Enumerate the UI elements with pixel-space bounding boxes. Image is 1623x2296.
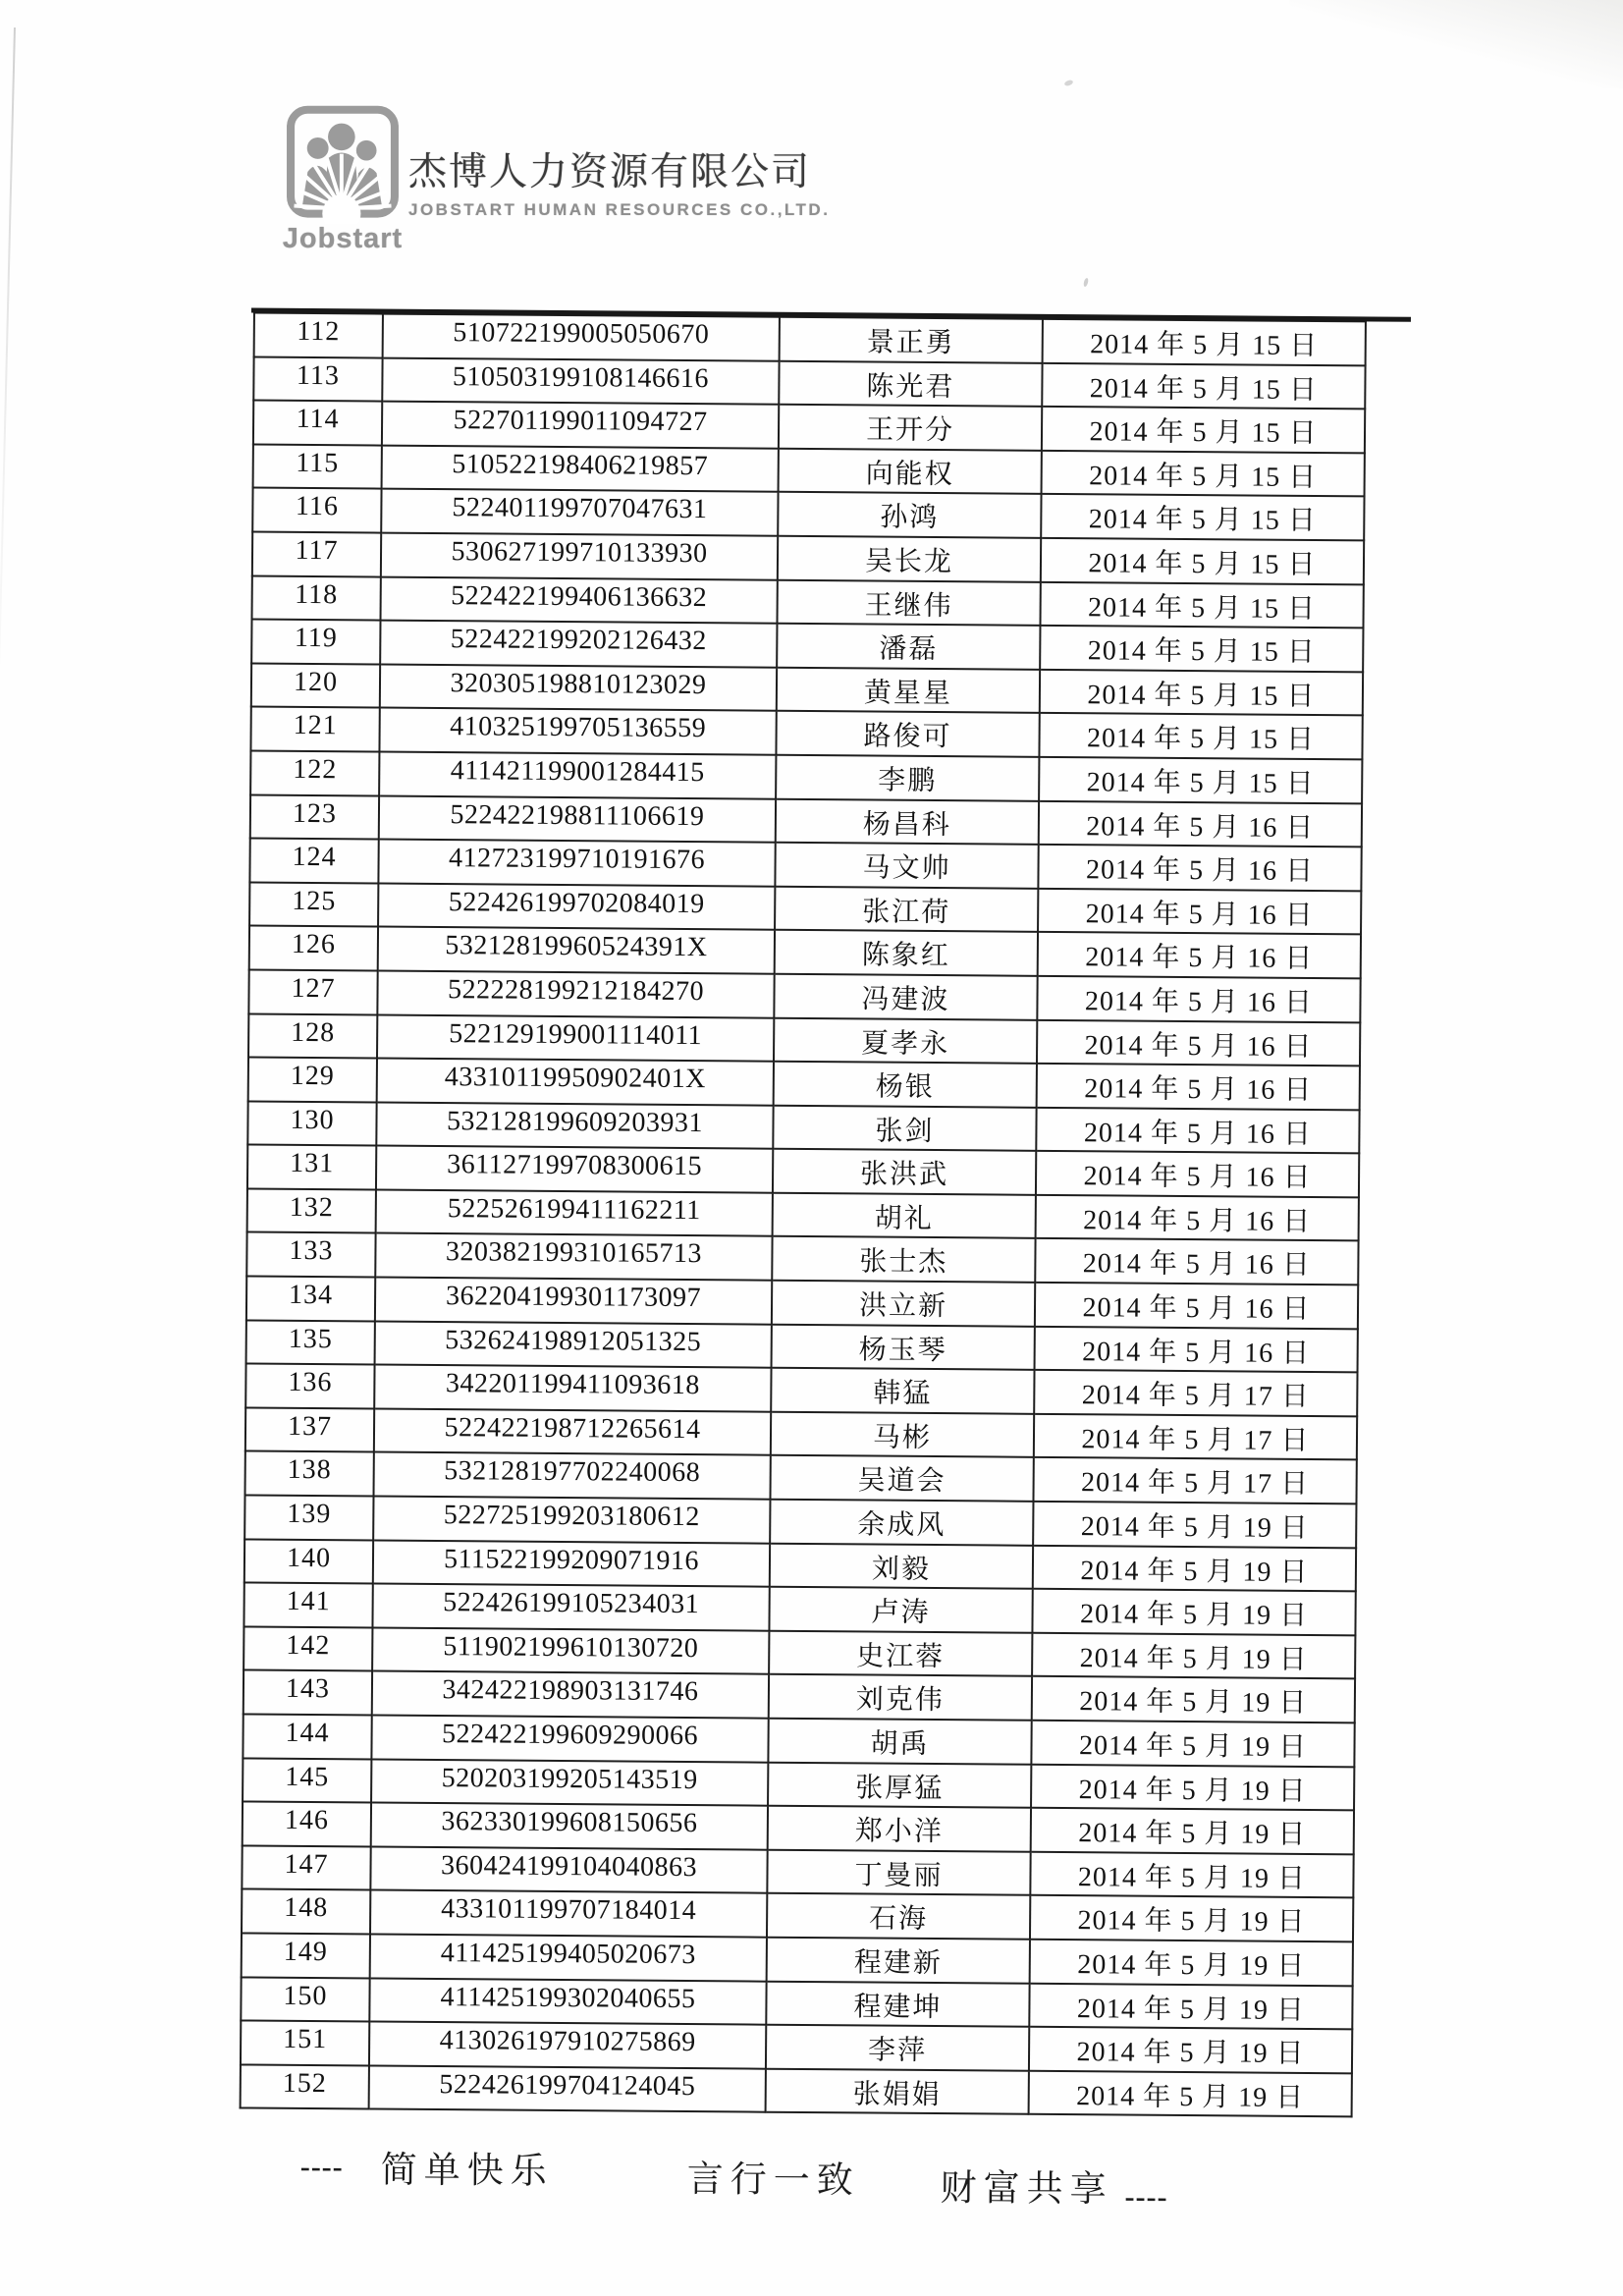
cell-row-number: 123 [250,794,379,840]
cell-date: 2014 年 5 月 16 日 [1036,1108,1359,1154]
cell-name: 冯建波 [774,974,1037,1020]
cell-row-number: 133 [246,1232,375,1278]
cell-row-number: 150 [241,1977,369,2022]
cell-date: 2014 年 5 月 15 日 [1042,451,1365,497]
cell-id-number: 522426199704124045 [369,2065,766,2112]
cell-name: 景正勇 [780,317,1043,363]
cell-row-number: 138 [245,1451,374,1497]
cell-row-number: 136 [245,1364,374,1409]
cell-id-number: 362204199301173097 [375,1278,772,1325]
footer-slogan-3: 财富共享 [940,2168,1113,2211]
roster-table-area [240,308,1367,2118]
cell-date: 2014 年 5 月 17 日 [1034,1370,1357,1416]
cell-row-number: 112 [254,313,383,358]
cell-row-number: 140 [244,1539,373,1584]
cell-id-number: 510722199005050670 [383,314,780,361]
cell-name: 陈象红 [775,930,1038,976]
cell-name: 丁曼丽 [767,1849,1030,1895]
cell-date: 2014 年 5 月 15 日 [1041,538,1364,584]
cell-id-number: 411425199302040655 [369,1978,766,2025]
cell-date: 2014 年 5 月 16 日 [1035,1326,1358,1372]
cell-id-number: 522725199203180612 [373,1497,770,1544]
cell-row-number: 141 [243,1583,372,1628]
cell-date: 2014 年 5 月 15 日 [1039,757,1362,803]
cell-id-number: 342201199411093618 [374,1365,771,1412]
cell-id-number: 412723199710191676 [378,840,775,887]
cell-id-number: 361127199708300615 [376,1146,773,1193]
cell-id-number: 532128197702240068 [374,1452,771,1500]
cell-date: 2014 年 5 月 16 日 [1035,1238,1358,1285]
cell-row-number: 121 [250,707,379,752]
cell-row-number: 135 [246,1320,375,1365]
roster-table-body [241,313,1366,2117]
cell-row-number: 142 [243,1626,372,1671]
cell-id-number: 511902199610130720 [372,1627,769,1674]
cell-date: 2014 年 5 月 16 日 [1038,932,1361,978]
cell-row-number: 115 [253,444,382,489]
cell-id-number: 510503199108146616 [382,357,779,405]
cell-date: 2014 年 5 月 15 日 [1040,670,1363,716]
cell-id-number: 511522199209071916 [373,1540,770,1587]
jobstart-logo-icon [285,104,401,224]
cell-date: 2014 年 5 月 16 日 [1037,976,1360,1022]
cell-date: 2014 年 5 月 19 日 [1033,1502,1356,1548]
cell-name: 王继伟 [777,579,1040,626]
cell-name: 李萍 [766,2025,1029,2071]
cell-name: 程建新 [767,1938,1030,1984]
cell-row-number: 125 [249,882,378,927]
cell-date: 2014 年 5 月 19 日 [1030,1940,1353,1986]
cell-row-number: 145 [243,1758,371,1803]
cell-date: 2014 年 5 月 19 日 [1033,1545,1356,1591]
cell-id-number: 510522198406219857 [382,445,779,492]
cell-name: 吴长龙 [778,536,1041,582]
company-logo [279,104,406,255]
cell-date: 2014 年 5 月 19 日 [1032,1589,1355,1635]
cell-id-number: 532128199609203931 [376,1102,773,1149]
cell-date: 2014 年 5 月 17 日 [1033,1457,1356,1503]
cell-date: 2014 年 5 月 15 日 [1040,581,1363,628]
cell-date: 2014 年 5 月 16 日 [1038,889,1361,935]
cell-row-number: 116 [252,488,381,533]
cell-row-number: 147 [242,1845,370,1890]
cell-row-number: 151 [241,2021,369,2066]
cell-date: 2014 年 5 月 19 日 [1030,1895,1353,1941]
cell-id-number: 411425199405020673 [370,1934,767,1981]
cell-date: 2014 年 5 月 19 日 [1032,1676,1355,1722]
footer-slogan-line [0,2137,1623,2228]
cell-row-number: 128 [248,1013,377,1059]
cell-name: 张士杰 [772,1236,1035,1283]
company-name-block [408,141,830,220]
cell-row-number: 149 [242,1933,370,1978]
footer-slogan-1: 简单快乐 [380,2150,554,2193]
cell-name: 刘毅 [770,1543,1033,1589]
letterhead [0,0,1623,295]
cell-name: 张洪武 [773,1149,1036,1195]
cell-id-number: 362330199608150656 [371,1803,768,1850]
cell-row-number: 131 [247,1145,376,1190]
cell-id-number: 522422198712265614 [374,1408,771,1455]
cell-name: 胡礼 [773,1193,1036,1239]
cell-id-number: 522422199609290066 [371,1716,768,1763]
cell-id-number: 413026197910275869 [369,2022,766,2069]
cell-date: 2014 年 5 月 19 日 [1031,1808,1354,1854]
cell-name: 张娟娟 [766,2068,1029,2114]
cell-date: 2014 年 5 月 19 日 [1030,1852,1353,1898]
cell-id-number: 522228199212184270 [377,970,774,1017]
cell-date: 2014 年 5 月 15 日 [1041,494,1364,540]
cell-date: 2014 年 5 月 16 日 [1036,1195,1359,1241]
cell-name: 杨玉琴 [772,1324,1035,1370]
cell-date: 2014 年 5 月 15 日 [1042,407,1365,453]
cell-name: 夏孝永 [774,1017,1037,1064]
footer-slogan-2: 言行一致 [686,2159,860,2202]
cell-id-number: 522426199105234031 [372,1584,769,1631]
cell-name: 马文帅 [775,843,1038,889]
cell-row-number: 129 [248,1058,377,1103]
roster-table [240,312,1367,2118]
cell-name: 张剑 [773,1105,1036,1151]
cell-row-number: 124 [249,839,378,884]
cell-name: 李鹏 [776,755,1039,801]
cell-id-number: 522422199406136632 [381,576,778,624]
footer-dashes-left: ---- [299,2151,344,2184]
cell-row-number: 134 [246,1277,375,1322]
cell-row-number: 143 [243,1670,372,1716]
cell-row-number: 144 [243,1714,371,1759]
cell-id-number: 360424199104040863 [370,1846,767,1893]
cell-row-number: 120 [251,663,380,708]
cell-id-number: 522422199202126432 [380,621,777,668]
cell-id-number: 410325199705136559 [379,708,776,755]
cell-id-number: 522401199707047631 [381,489,778,536]
cell-date: 2014 年 5 月 15 日 [1042,362,1365,409]
cell-name: 卢涛 [769,1587,1032,1633]
cell-date: 2014 年 5 月 16 日 [1035,1283,1358,1329]
table-row [241,2064,1352,2116]
cell-name: 韩猛 [771,1368,1034,1414]
cell-name: 余成风 [770,1500,1033,1546]
company-name-cn: 杰博人力资源有限公司 [408,151,812,193]
cell-id-number: 342422198903131746 [372,1671,769,1719]
cell-id-number: 43310119950902401X [377,1059,774,1106]
cell-name: 石海 [767,1893,1030,1940]
cell-name: 吴道会 [770,1455,1033,1502]
company-name-en: JOBSTART HUMAN RESOURCES CO.,LTD. [408,200,831,219]
cell-name: 孙鸿 [778,492,1041,538]
cell-row-number: 127 [248,969,377,1014]
cell-name: 马彬 [771,1412,1034,1458]
cell-name: 郑小洋 [768,1806,1031,1852]
cell-name: 张厚猛 [768,1762,1031,1808]
cell-name: 黄星星 [777,667,1040,713]
cell-id-number: 530627199710133930 [381,533,778,580]
cell-name: 史江蓉 [769,1631,1032,1677]
cell-row-number: 113 [253,356,382,402]
cell-date: 2014 年 5 月 16 日 [1036,1151,1359,1197]
cell-id-number: 522129199001114011 [377,1014,774,1062]
cell-id-number: 411421199001284415 [379,751,776,798]
cell-row-number: 118 [252,575,381,621]
cell-name: 王开分 [779,405,1042,451]
cell-row-number: 146 [243,1802,371,1847]
footer-dashes-right: ---- [1124,2180,1168,2214]
cell-name: 张江荷 [775,886,1038,932]
cell-id-number: 320382199310165713 [375,1233,772,1281]
cell-row-number: 139 [244,1496,373,1541]
cell-id-number: 532624198912051325 [375,1321,772,1368]
logo-label: Jobstart [282,223,404,254]
cell-name: 潘磊 [777,624,1040,670]
cell-date: 2014 年 5 月 17 日 [1034,1414,1357,1460]
cell-id-number: 520203199205143519 [371,1759,768,1806]
cell-row-number: 119 [251,620,380,665]
cell-date: 2014 年 5 月 16 日 [1037,1019,1360,1066]
cell-id-number: 522526199411162211 [376,1189,773,1236]
cell-name: 杨昌科 [776,798,1039,845]
cell-row-number: 114 [253,401,382,446]
cell-name: 陈光君 [779,360,1042,407]
cell-name: 路俊可 [776,711,1039,757]
cell-id-number: 522701199011094727 [382,402,779,449]
cell-date: 2014 年 5 月 16 日 [1037,1064,1360,1110]
cell-id-number: 522422198811106619 [379,795,776,843]
cell-date: 2014 年 5 月 19 日 [1029,2071,1352,2117]
cell-row-number: 122 [250,750,379,795]
cell-name: 洪立新 [772,1281,1035,1327]
cell-date: 2014 年 5 月 15 日 [1043,319,1366,365]
cell-date: 2014 年 5 月 19 日 [1031,1721,1354,1767]
cell-date: 2014 年 5 月 19 日 [1029,1983,1352,2029]
cell-row-number: 117 [252,531,381,576]
cell-id-number: 53212819960524391X [378,927,775,974]
cell-date: 2014 年 5 月 15 日 [1040,626,1363,672]
cell-id-number: 522426199702084019 [378,883,775,930]
cell-name: 向能权 [779,449,1042,495]
cell-row-number: 126 [249,926,378,971]
cell-name: 杨银 [774,1062,1037,1108]
cell-name: 胡禹 [768,1719,1031,1765]
cell-row-number: 130 [247,1101,376,1146]
cell-date: 2014 年 5 月 15 日 [1039,713,1362,759]
cell-date: 2014 年 5 月 19 日 [1031,1764,1354,1810]
cell-date: 2014 年 5 月 19 日 [1032,1633,1355,1679]
cell-date: 2014 年 5 月 19 日 [1029,2027,1352,2073]
cell-name: 程建坤 [766,1981,1029,2027]
cell-date: 2014 年 5 月 16 日 [1038,845,1361,891]
cell-row-number: 137 [245,1407,374,1452]
cell-row-number: 148 [242,1889,370,1935]
cell-id-number: 433101199707184014 [370,1890,767,1938]
cell-row-number: 152 [241,2064,369,2109]
cell-row-number: 132 [247,1188,376,1233]
cell-name: 刘克伟 [769,1674,1032,1721]
cell-date: 2014 年 5 月 16 日 [1039,800,1362,847]
cell-id-number: 320305198810123029 [380,664,777,711]
